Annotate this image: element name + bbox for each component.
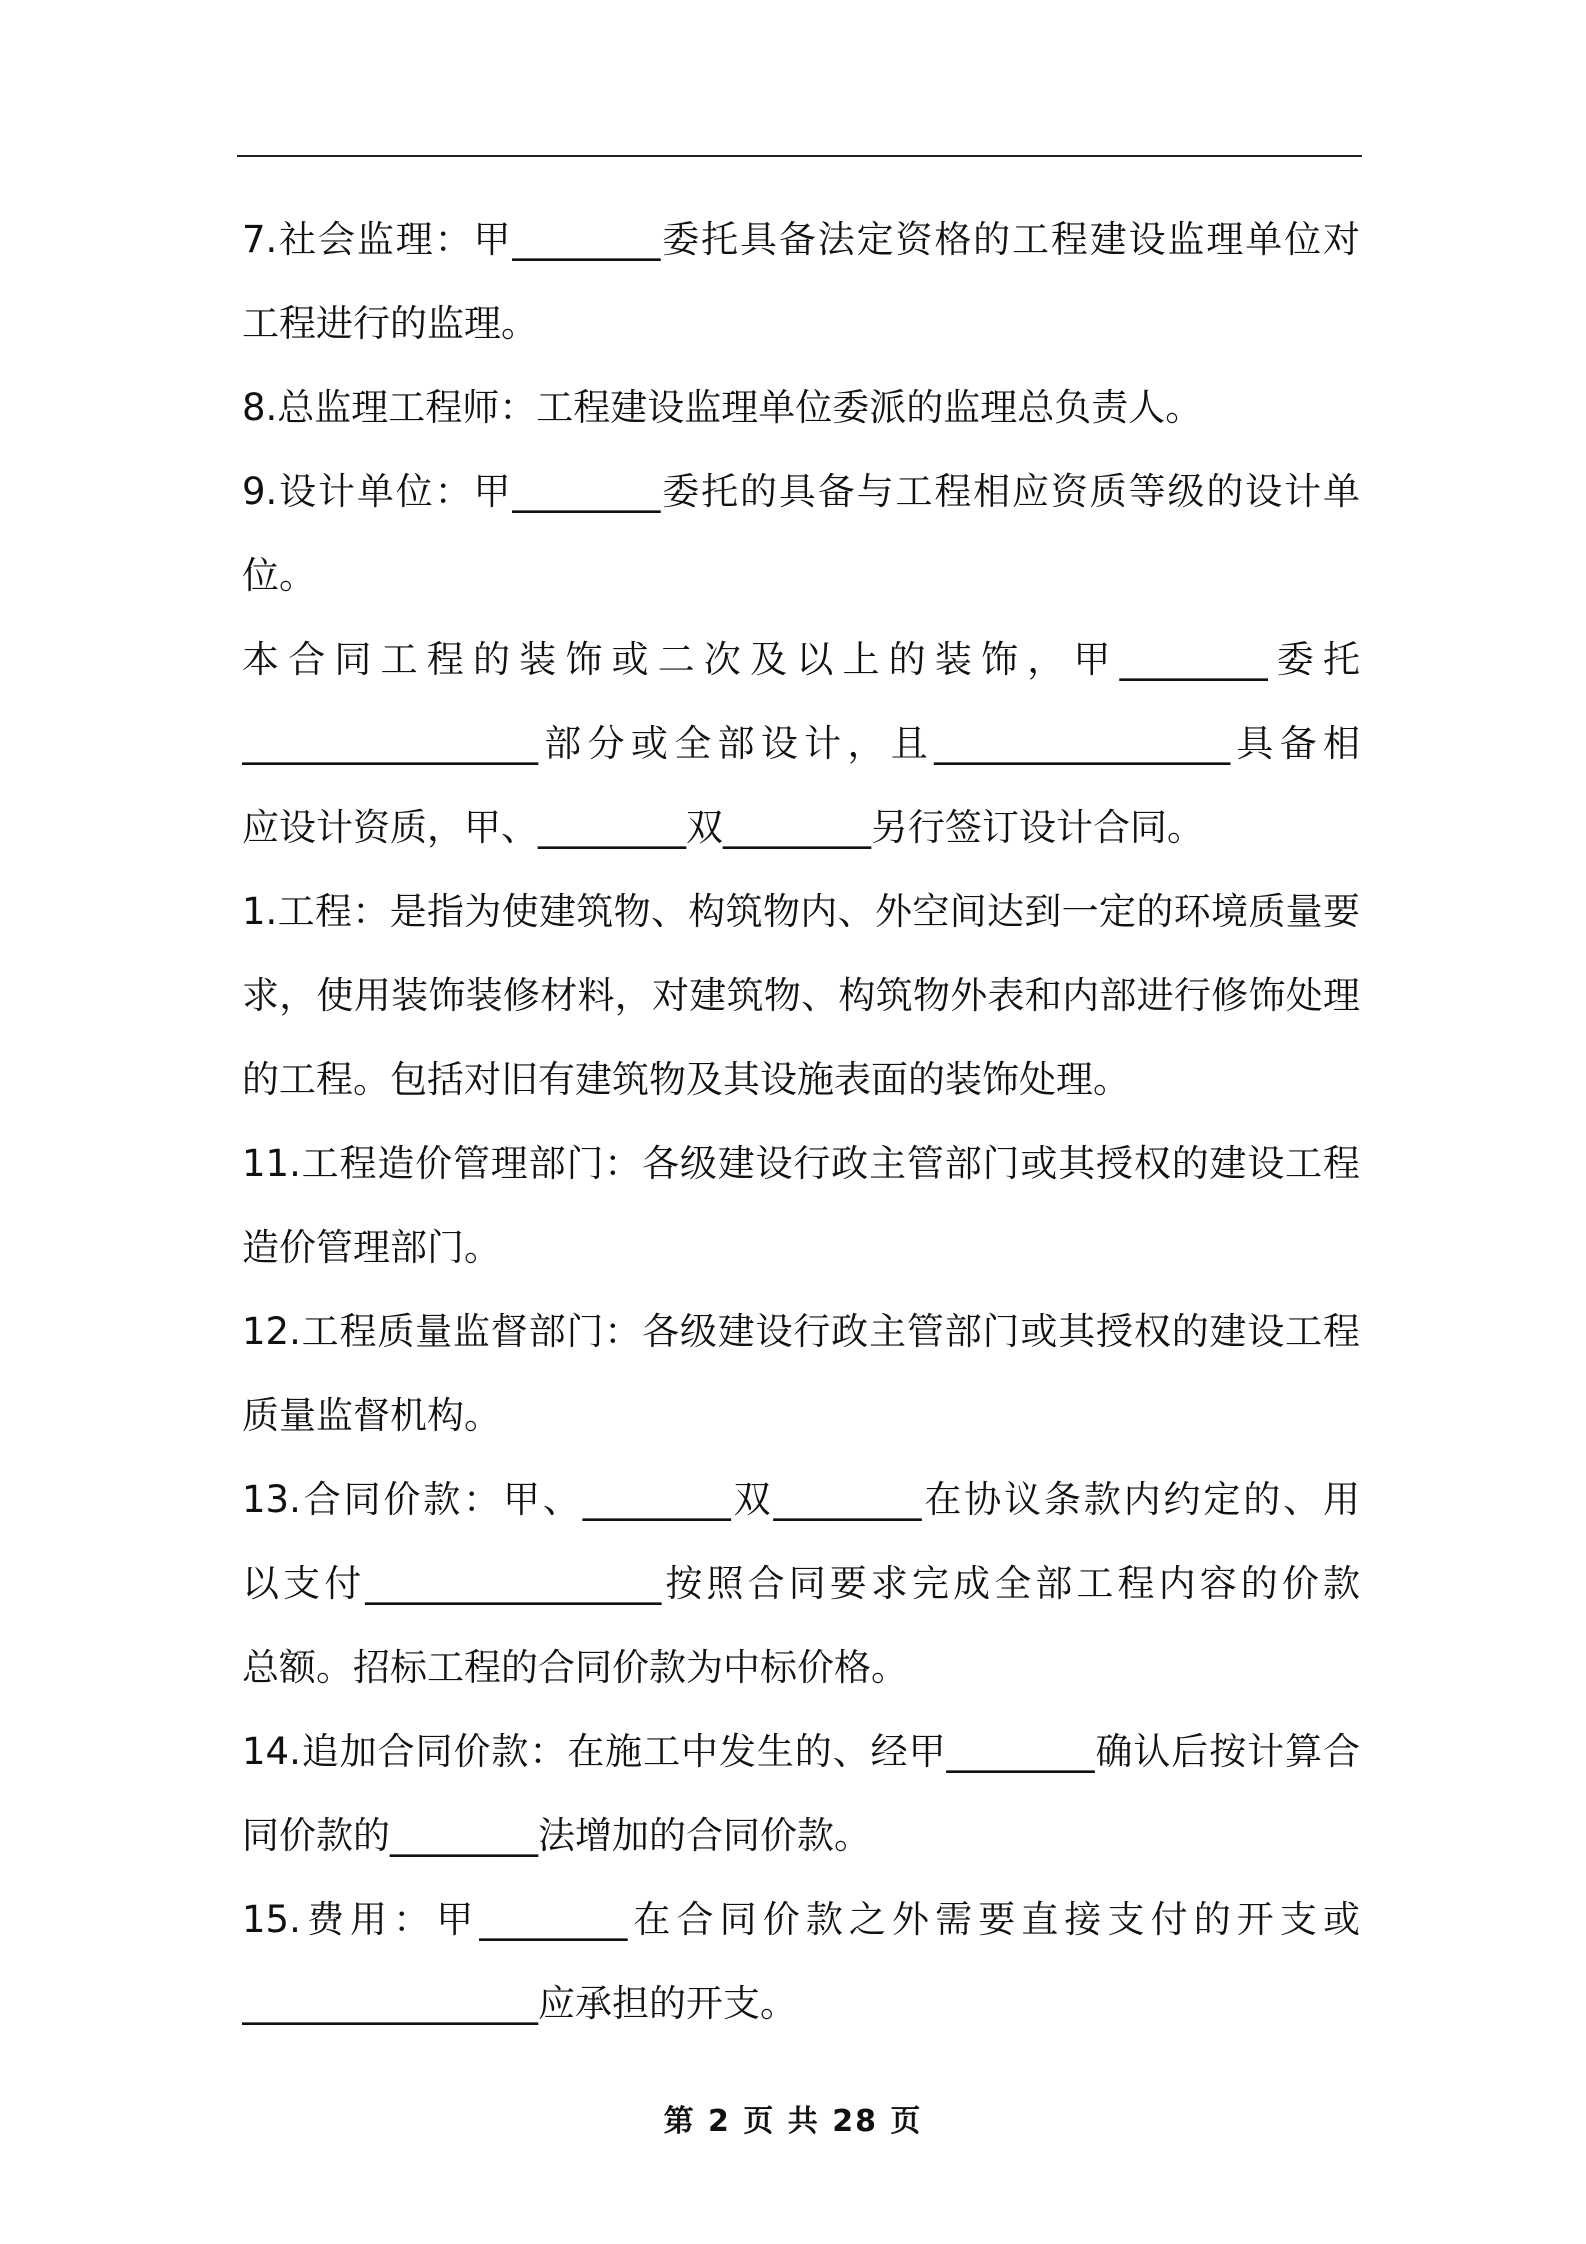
text-line: 14.追加合同价款：在施工中发生的、经甲________确认后按计算合 <box>242 1730 1360 1773</box>
text-line: 12.工程质量监督部门：各级建设行政主管部门或其授权的建设工程 <box>242 1310 1360 1353</box>
text-line: 以支付________________按照合同要求完成全部工程内容的价款 <box>242 1562 1360 1605</box>
document-body <box>242 198 1360 2046</box>
text-line: 工程进行的监理。 <box>242 302 538 345</box>
text-line: 位。 <box>242 554 316 597</box>
text-line: 本合同工程的装饰或二次及以上的装饰，甲________委托 <box>242 638 1360 681</box>
text-line: 的工程。包括对旧有建筑物及其设施表面的装饰处理。 <box>242 1058 1130 1101</box>
text-line: 同价款的________法增加的合同价款。 <box>242 1814 871 1857</box>
text-line: 9.设计单位：甲________委托的具备与工程相应资质等级的设计单 <box>242 470 1360 513</box>
text-line: 8.总监理工程师：工程建设监理单位委派的监理总负责人。 <box>242 386 1203 429</box>
text-line: 总额。招标工程的合同价款为中标价格。 <box>242 1646 908 1689</box>
text-line: 质量监督机构。 <box>242 1394 501 1437</box>
text-line: 15.费用：甲________在合同价款之外需要直接支付的开支或 <box>242 1898 1360 1941</box>
text-line: 应设计资质，甲、________双________另行签订设计合同。 <box>242 806 1204 849</box>
text-line: ________________应承担的开支。 <box>242 1982 797 2025</box>
text-line: 1.工程：是指为使建筑物、构筑物内、外空间达到一定的环境质量要 <box>242 890 1360 933</box>
header-rule <box>237 155 1362 157</box>
text-line: ________________部分或全部设计，且________________具备相 <box>242 722 1360 765</box>
text-line: 造价管理部门。 <box>242 1226 501 1269</box>
text-line: 求，使用装饰装修材料，对建筑物、构筑物外表和内部进行修饰处理 <box>242 974 1360 1017</box>
text-line: 13.合同价款：甲、________双________在协议条款内约定的、用 <box>242 1478 1360 1521</box>
text-line: 11.工程造价管理部门：各级建设行政主管部门或其授权的建设工程 <box>242 1142 1360 1185</box>
page-number-footer: 第 2 页 共 28 页 <box>663 2104 923 2139</box>
text-line: 7.社会监理：甲________委托具备法定资格的工程建设监理单位对 <box>242 218 1360 261</box>
